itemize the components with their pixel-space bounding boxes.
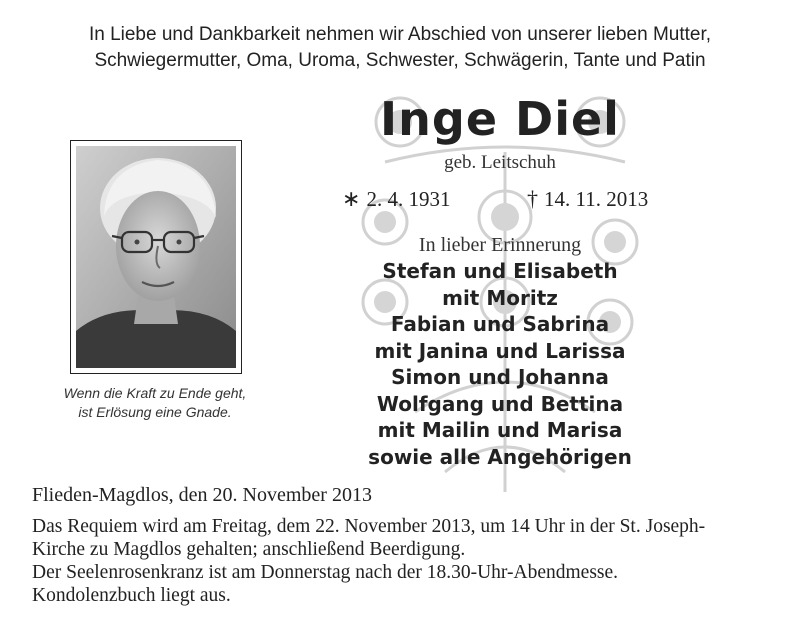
caption-line-1: Wenn die Kraft zu Ende geht, [63, 385, 247, 401]
death-date-group [527, 186, 648, 212]
service-details [32, 515, 782, 607]
mourner-line: mit Mailin und Marisa [377, 418, 623, 442]
photo-caption [40, 384, 270, 422]
death-cross-icon: † [527, 186, 538, 211]
maiden-name: geb. Leitschuh [444, 152, 556, 173]
place-and-date: Flieden-Magdlos, den 20. November 2013 [32, 484, 372, 506]
mourner-line: Simon und Johanna [391, 365, 609, 389]
birth-date: 2. 4. 1931 [366, 187, 451, 211]
intro-text [0, 22, 800, 74]
portrait-photo [76, 146, 236, 368]
details-line: Der Seelenrosenkranz ist am Donnerstag nach der 18.30-Uhr-Abendmesse. [32, 562, 619, 583]
mourner-line: mit Moritz [442, 285, 558, 310]
intro-line-2: Schwiegermutter, Oma, Uroma, Schwester, Schwägerin, Tante und Patin [94, 50, 706, 71]
mourner-line: mit Janina und Larissa [374, 338, 626, 363]
mourner-line: Stefan und Elisabeth [382, 259, 618, 283]
portrait-frame [70, 140, 242, 374]
birth-star-icon: ∗ [342, 186, 361, 211]
memory-label: In lieber Erinnerung [418, 234, 582, 256]
mourner-line: Fabian und Sabrina [390, 312, 610, 336]
death-date: 14. 11. 2013 [544, 187, 649, 211]
mourner-line: Wolfgang und Bettina [376, 391, 624, 416]
details-line: Kirche zu Magdlos gehalten; anschließend Beerdigung. [32, 539, 466, 560]
intro-line-1: In Liebe und Dankbarkeit nehmen wir Abschied von unserer lieben Mutter, [88, 24, 712, 45]
deceased-name: Inge Diel [380, 92, 620, 146]
mourner-line: sowie alle Angehörigen [368, 444, 632, 469]
birth-date-group [342, 186, 450, 212]
caption-line-2: ist Erlösung eine Gnade. [78, 404, 232, 420]
mourners-list [330, 258, 670, 470]
details-line: Kondolenzbuch liegt aus. [32, 585, 231, 606]
details-line: Das Requiem wird am Freitag, dem 22. November 2013, um 14 Uhr in der St. Joseph- [32, 516, 706, 537]
